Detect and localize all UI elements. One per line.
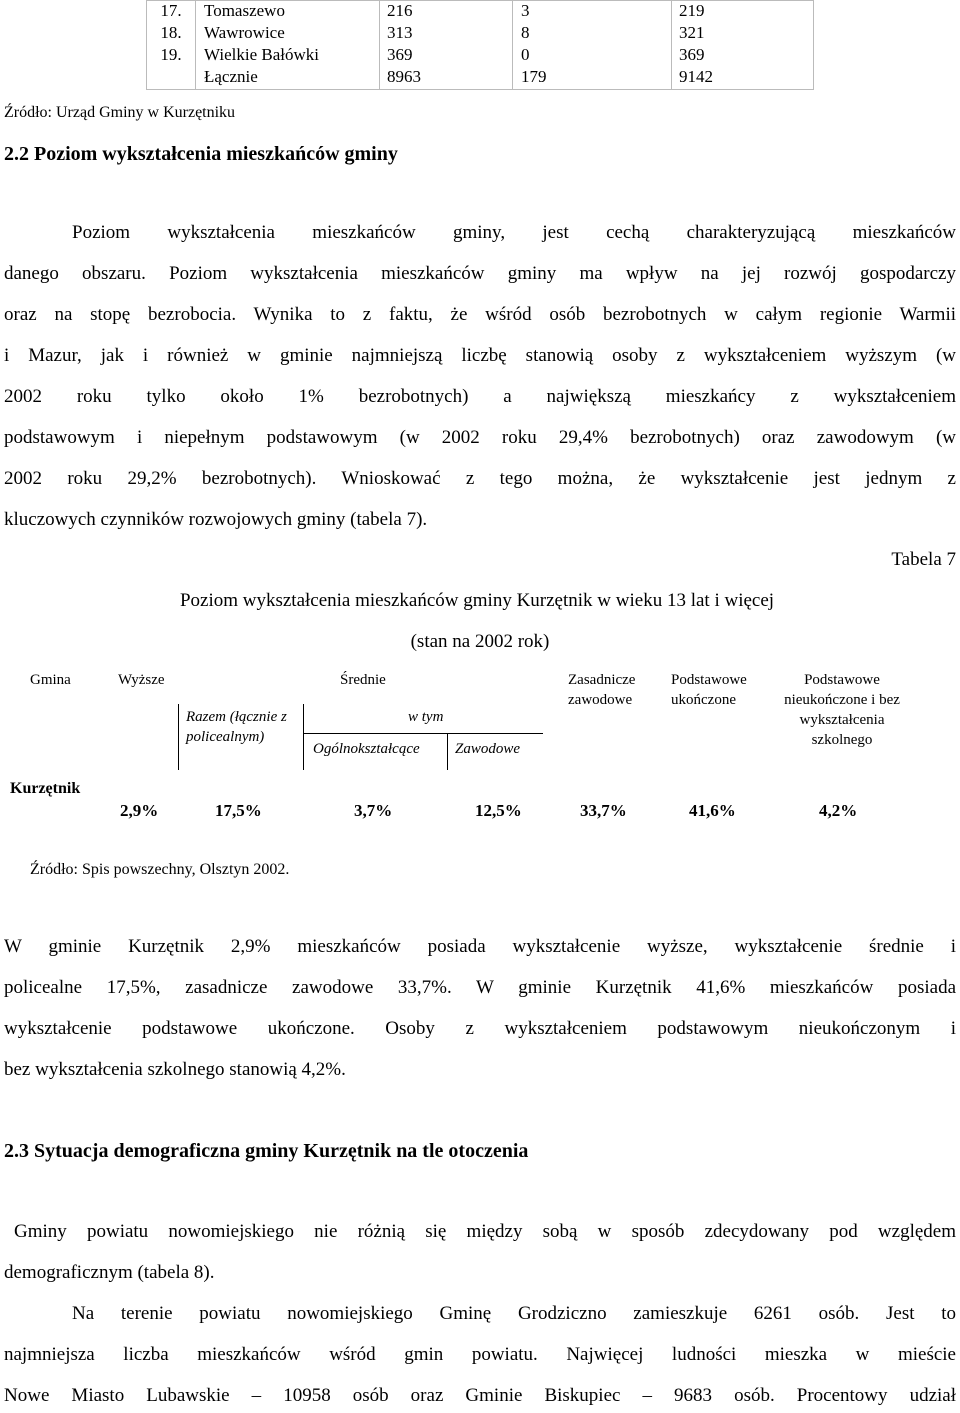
table-cell: Wawrowice [196,23,380,45]
header-zasadnicze: Zasadnicze zawodowe [568,672,636,708]
table-subtitle: (stan na 2002 rok) [410,631,550,652]
table-cell: 8963 [380,67,513,90]
table-cell: Łącznie [196,67,380,90]
value-zasadnicze: 33,7% [580,801,627,820]
paragraph-line: wykształcenie podstawowe ukończone. Osoby z wykształceniem podstawowym nieukończonym i [4,1018,956,1039]
header-podstawowe-nieukonczone: Podstawowe nieukończone i bez wykształcenia szkolnego [784,672,900,748]
value-nieukonczone: 4,2% [819,801,858,820]
table-cell: Wielkie Bałówki [196,45,380,67]
table-cell: 18. [147,23,196,45]
table-source-1: Źródło: Urząd Gminy w Kurzętniku [4,104,236,121]
paragraph-line: bez wykształcenia szkolnego stanowią 4,2%. [4,1059,346,1080]
table-cell: 369 [380,45,513,67]
table-row [147,67,814,90]
table-source-2: Źródło: Spis powszechny, Olsztyn 2002. [30,861,290,878]
header-gmina: Gmina [30,672,71,688]
table-row [147,45,814,67]
paragraph-line: policealne 17,5%, zasadnicze zawodowe 33,7%. W gminie Kurzętnik 41,6% mieszkańców posiada [4,977,956,998]
paragraph-line: danego obszaru. Poziom wykształcenia mieszkańców gminy ma wpływ na jej rozwój gospodarczy [4,263,956,284]
paragraph-line: Gminy powiatu nowomiejskiego nie różnią się między sobą w sposób zdecydowany pod względem [14,1221,956,1242]
header-zawodowe-srednie: Zawodowe [455,741,521,757]
table-label: Tabela 7 [891,549,956,570]
paragraph-line: 2002 roku 29,2% bezrobotnych). Wnioskować z tego można, że wykształcenie jest jednym z [4,468,956,489]
paragraph-line: 2002 roku tylko około 1% bezrobotnych) a największą mieszkańcy z wykształceniem [4,386,956,407]
table-cell [147,67,196,90]
paragraph-line: Poziom wykształcenia mieszkańców gminy, jest cechą charakteryzującą mieszkańców [72,222,956,243]
table-row [147,23,814,45]
population-table [146,0,814,90]
paragraph-line: W gminie Kurzętnik 2,9% mieszkańców posiada wykształcenie wyższe, wykształcenie średnie i [4,936,956,957]
table-cell: 19. [147,45,196,67]
value-zawodowe: 12,5% [475,801,522,820]
table-cell: 313 [380,23,513,45]
paragraph-line: kluczowych czynników rozwojowych gminy (tabela 7). [4,509,428,530]
paragraph-line: i Mazur, jak i również w gminie najmniejszą liczbę stanowią osoby z wykształceniem wyższym (w [4,345,956,366]
paragraph-line: demograficznym (tabela 8). [4,1262,215,1283]
table-title: Poziom wykształcenia mieszkańców gminy Kurzętnik w wieku 13 lat i więcej [179,590,775,611]
header-ogolnoksztalcace: Ogólnokształcące [313,741,420,757]
table-cell: 0 [513,45,672,67]
header-srednie: Średnie [340,672,386,688]
header-wyzsze: Wyższe [118,672,165,688]
value-wyzsze: 2,9% [120,801,159,820]
table-cell: 9142 [672,67,814,90]
paragraph-line: oraz na stopę bezrobocia. Wynika to z faktu, że wśród osób bezrobotnych w całym regionie Warmii [4,304,956,325]
section-heading-2-2: 2.2 Poziom wykształcenia mieszkańców gminy [4,143,398,165]
section-heading-2-3: 2.3 Sytuacja demograficzna gminy Kurzętnik na tle otoczenia [4,1140,529,1162]
header-razem: Razem (łącznie z policealnym) [186,709,287,745]
header-w-tym: w tym [408,709,444,725]
table-cell: 3 [513,1,672,24]
paragraph-line: Nowe Miasto Lubawskie – 10958 osób oraz Gminie Biskupiec – 9683 osób. Procentowy udział [4,1385,956,1406]
value-podstawowe: 41,6% [689,801,736,820]
value-ogolnoksztalcace: 3,7% [354,801,393,820]
table-cell: 8 [513,23,672,45]
table-cell: 369 [672,45,814,67]
table-cell: 216 [380,1,513,24]
table-cell: 219 [672,1,814,24]
table-cell: 17. [147,1,196,24]
paragraph-line: Na terenie powiatu nowomiejskiego Gminę Grodziczno zamieszkuje 6261 osób. Jest to [72,1303,956,1324]
table-cell: 179 [513,67,672,90]
row-name: Kurzętnik [10,780,81,797]
paragraph-line: podstawowym i niepełnym podstawowym (w 2002 roku 29,4% bezrobotnych) oraz zawodowym (w [4,427,956,448]
value-razem: 17,5% [215,801,262,820]
table-cell: Tomaszewo [196,1,380,24]
table-row [147,1,814,24]
paragraph-line: najmniejsza liczba mieszkańców wśród gmin powiatu. Najwięcej ludności mieszka w mieście [4,1344,956,1365]
table-cell: 321 [672,23,814,45]
header-podstawowe-ukonczone: Podstawowe ukończone [671,672,747,708]
